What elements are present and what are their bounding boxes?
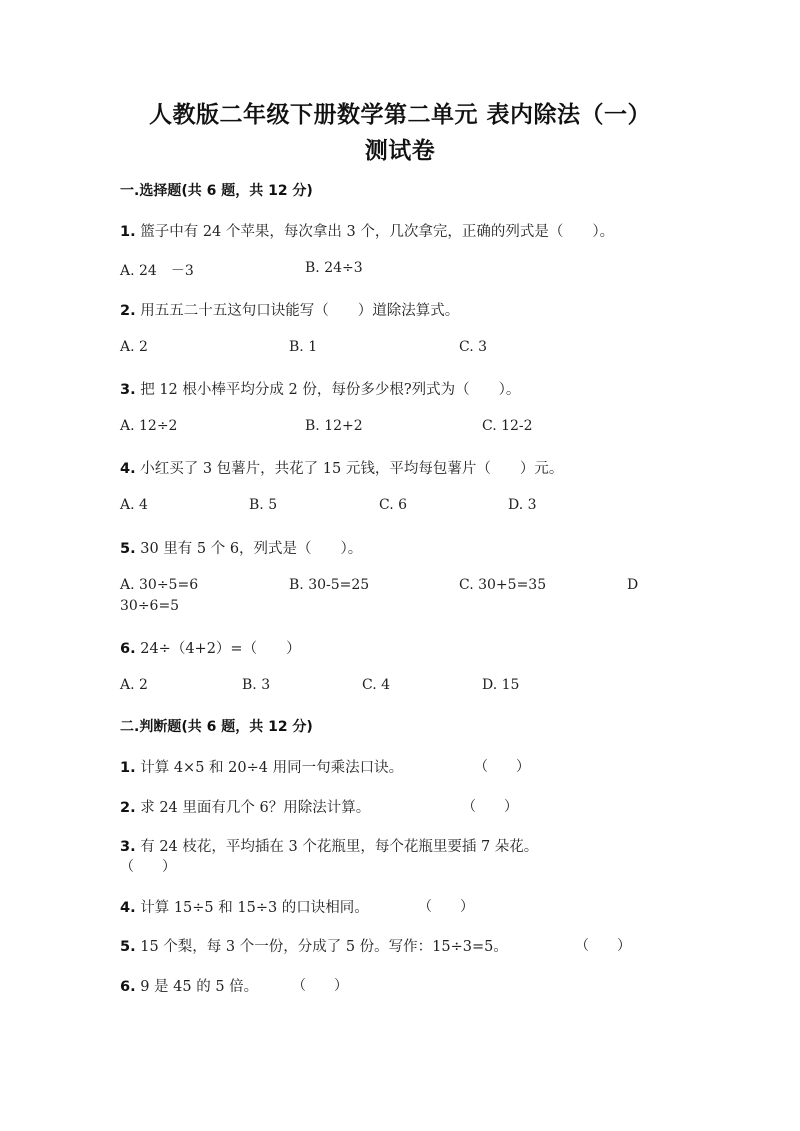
question-number: 1. (120, 760, 136, 776)
option-d-label: D (627, 577, 639, 593)
answer-blank: （ ） (474, 759, 530, 775)
question-text: 把 12 根小棒平均分成 2 份，每份多少根?列式为（ ）。 (135, 382, 521, 398)
option-b: B. 12+2 (305, 418, 363, 434)
judge-question-1 (120, 756, 403, 777)
choice-question-3 (120, 378, 520, 399)
question-text: 篮子中有 24 个苹果，每次拿出 3 个，几次拿完，正确的列式是（ ）。 (135, 224, 615, 240)
page-title: 人教版二年级下册数学第二单元 表内除法（一） (148, 102, 651, 128)
page-subtitle: 测试卷 (364, 138, 436, 164)
option-a: A. 2 (120, 677, 148, 693)
option-d: D. 15 (482, 677, 520, 693)
question-text: 计算 4×5 和 20÷4 用同一句乘法口诀。 (135, 760, 404, 776)
option-b: B. 3 (242, 677, 271, 693)
section-heading-judge: 二.判断题(共 6 题，共 12 分) (120, 719, 313, 735)
choice-question-2 (120, 299, 459, 320)
question-text: 求 24 里面有几个 6？用除法计算。 (135, 800, 371, 816)
question-number: 2. (120, 303, 136, 319)
option-d-text: 30÷6=5 (120, 598, 180, 614)
answer-blank: （ ） (292, 978, 348, 994)
choice-question-4 (120, 457, 563, 478)
answer-blank: （ ） (575, 938, 631, 954)
question-number: 1. (120, 224, 136, 240)
answer-blank: （ ） (120, 859, 176, 875)
judge-question-4 (120, 896, 369, 917)
answer-blank: （ ） (462, 799, 518, 815)
option-d: D. 3 (508, 497, 537, 513)
option-c: C. 6 (379, 497, 408, 513)
judge-question-2 (120, 796, 370, 817)
option-b: B. 30-5=25 (289, 577, 370, 593)
option-c: C. 3 (459, 339, 488, 355)
question-number: 2. (120, 800, 136, 816)
judge-question-6 (120, 975, 258, 996)
option-c: C. 30+5=35 (459, 577, 547, 593)
question-text: 9 是 45 的 5 倍。 (135, 979, 259, 995)
choice-question-6 (120, 637, 301, 658)
option-c: C. 12-2 (482, 418, 533, 434)
choice-question-5 (120, 537, 362, 558)
question-number: 6. (120, 641, 136, 657)
question-text: 小红买了 3 包薯片，共花了 15 元钱，平均每包薯片（ ）元。 (135, 461, 564, 477)
option-a: A. 30÷5=6 (120, 577, 199, 593)
question-number: 3. (120, 382, 136, 398)
option-a: A. 2 (120, 339, 148, 355)
option-a: A. 24 －3 (120, 263, 194, 279)
question-text: 有 24 枝花，平均插在 3 个花瓶里，每个花瓶里要插 7 朵花。 (135, 839, 539, 855)
question-number: 3. (120, 839, 136, 855)
question-number: 4. (120, 461, 136, 477)
question-number: 5. (120, 939, 136, 955)
question-number: 4. (120, 900, 136, 916)
question-number: 5. (120, 541, 136, 557)
judge-question-3 (120, 835, 538, 856)
question-text: 计算 15÷5 和 15÷3 的口诀相同。 (135, 900, 369, 916)
option-b: B. 5 (249, 497, 278, 513)
question-text: 24÷（4+2）=（ ） (135, 641, 301, 657)
option-c: C. 4 (362, 677, 391, 693)
choice-question-1 (120, 220, 614, 241)
option-a: A. 12÷2 (120, 418, 178, 434)
question-text: 用五五二十五这句口诀能写（ ）道除法算式。 (135, 303, 460, 319)
question-text: 30 里有 5 个 6，列式是（ ）。 (135, 541, 363, 557)
answer-blank: （ ） (418, 899, 474, 915)
option-b: B. 24÷3 (305, 260, 363, 276)
question-number: 6. (120, 979, 136, 995)
option-a: A. 4 (120, 497, 148, 513)
option-b: B. 1 (289, 339, 318, 355)
judge-question-5 (120, 935, 508, 956)
question-text: 15 个梨，每 3 个一份，分成了 5 份。写作：15÷3=5。 (135, 939, 508, 955)
section-heading-choice: 一.选择题(共 6 题，共 12 分) (120, 183, 313, 199)
